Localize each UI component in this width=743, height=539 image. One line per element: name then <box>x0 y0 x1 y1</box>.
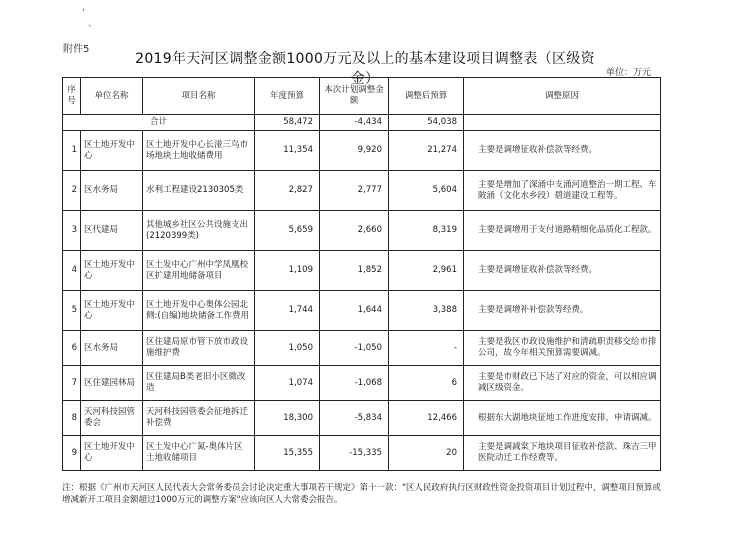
footnote: 注：根据《广州市天河区人民代表大会常务委员会讨论决定重大事项若干规定》第十一款："区人民政府执行区财政性资金投资项目计划过程中，调整项目预算或增减新开工项目金额超过1000万元的调整方案"应该向区人大常委会报告。 <box>62 483 661 505</box>
row-annual-budget: 5,659 <box>255 211 320 251</box>
total-annual-budget: 58,472 <box>255 115 320 131</box>
total-reason <box>464 115 661 131</box>
row-reason: 主要是增加了深涌中支涌河道整治一期工程、车陂涌（文化水乡段）碧道建设工程等。 <box>464 171 661 211</box>
row-no: 5 <box>63 291 81 331</box>
row-adjusted-budget: 21,274 <box>389 131 464 171</box>
row-adjust-amount: 1,644 <box>320 291 389 331</box>
row-adjusted-budget: 20 <box>389 436 464 471</box>
table-row <box>63 171 661 211</box>
budget-adjustment-table <box>62 77 661 471</box>
row-no: 4 <box>63 251 81 291</box>
row-project: 水利工程建设2130305类 <box>143 171 255 211</box>
row-annual-budget: 18,300 <box>255 401 320 436</box>
row-reason: 主要是调增用于支付道路精细化品质化工程款。 <box>464 211 661 251</box>
scan-mark: 、 <box>88 19 98 29</box>
attachment-label: 附件5 <box>63 44 90 55</box>
row-annual-budget: 15,355 <box>255 436 320 471</box>
row-adjust-amount: 2,777 <box>320 171 389 211</box>
row-annual-budget: 1,074 <box>255 366 320 401</box>
row-annual-budget: 1,744 <box>255 291 320 331</box>
row-unit: 区土地开发中心 <box>81 291 143 331</box>
row-project: 区土地开发中心奥体公园北侧:(自编)地块储备工作费用 <box>143 291 255 331</box>
row-adjusted-budget: 6 <box>389 366 464 401</box>
row-unit: 区代建局 <box>81 211 143 251</box>
row-adjust-amount: -1,068 <box>320 366 389 401</box>
table-row <box>63 291 661 331</box>
row-adjusted-budget: 8,319 <box>389 211 464 251</box>
total-row <box>63 115 661 131</box>
total-adjusted-budget: 54,038 <box>389 115 464 131</box>
header-adjust-amount: 本次计划调整金额 <box>320 78 389 115</box>
row-adjust-amount: 9,920 <box>320 131 389 171</box>
row-adjusted-budget: 2,961 <box>389 251 464 291</box>
row-project: 区住建局原市管下放市政设施维护费 <box>143 331 255 366</box>
row-project: 区土发中心广州中学凤凰校区扩建用地储备项目 <box>143 251 255 291</box>
table-row <box>63 251 661 291</box>
row-reason: 主要是我区市政设施维护和清疏职责移交给市排公司，故今年相关预算需要调减。 <box>464 331 661 366</box>
row-no: 1 <box>63 131 81 171</box>
table-row <box>63 131 661 171</box>
row-annual-budget: 1,050 <box>255 331 320 366</box>
table-row <box>63 331 661 366</box>
row-adjusted-budget: 12,466 <box>389 401 464 436</box>
header-adjusted-budget: 调整后预算 <box>389 78 464 115</box>
row-annual-budget: 1,109 <box>255 251 320 291</box>
row-no: 8 <box>63 401 81 436</box>
scan-mark: , <box>82 3 85 13</box>
row-adjust-amount: -5,834 <box>320 401 389 436</box>
row-no: 9 <box>63 436 81 471</box>
header-reason: 调整原因 <box>464 78 661 115</box>
total-adjust-amount: -4,434 <box>320 115 389 131</box>
table-row <box>63 211 661 251</box>
table-row <box>63 401 661 436</box>
row-adjusted-budget: 3,388 <box>389 291 464 331</box>
header-no: 序号 <box>63 78 81 115</box>
row-project: 区土发中心广氮-奥体片区土地收储项目 <box>143 436 255 471</box>
row-project: 区住建局B类老旧小区微改造 <box>143 366 255 401</box>
row-reason: 主要是调增补补偿款等经费。 <box>464 291 661 331</box>
row-reason: 主要是调增征收补偿款等经费。 <box>464 131 661 171</box>
header-unit: 单位名称 <box>81 78 143 115</box>
row-project: 其他城乡社区公共设施支出(2120399类) <box>143 211 255 251</box>
row-annual-budget: 11,354 <box>255 131 320 171</box>
row-reason: 主要是市财政已下达了对应的资金，可以相应调减区级资金。 <box>464 366 661 401</box>
row-annual-budget: 2,827 <box>255 171 320 211</box>
header-annual-budget: 年度预算 <box>255 78 320 115</box>
row-reason: 根据东大湖地块征地工作进度安排，申请调减。 <box>464 401 661 436</box>
row-no: 6 <box>63 331 81 366</box>
row-unit: 天河科技园管委会 <box>81 401 143 436</box>
row-reason: 主要是调增征收补偿款等经费。 <box>464 251 661 291</box>
row-adjusted-budget: - <box>389 331 464 366</box>
row-unit: 区住建园林局 <box>81 366 143 401</box>
header-project: 项目名称 <box>143 78 255 115</box>
row-adjust-amount: 2,660 <box>320 211 389 251</box>
row-unit: 区土地开发中心 <box>81 131 143 171</box>
row-project: 区土地开发中心长湴三鸟市场地块土地收储费用 <box>143 131 255 171</box>
table-row <box>63 436 661 471</box>
table-header-row <box>63 78 661 115</box>
row-unit: 区水务局 <box>81 171 143 211</box>
row-unit: 区土地开发中心 <box>81 436 143 471</box>
table-row <box>63 366 661 401</box>
page-title: 2019年天河区调整金额1000万元及以上的基本建设项目调整表（区级资金） <box>135 51 595 87</box>
row-reason: 主要是调减棠下地块项目征收补偿款、珠吉三甲医院动迁工作经费等。 <box>464 436 661 471</box>
row-no: 7 <box>63 366 81 401</box>
row-unit: 区水务局 <box>81 331 143 366</box>
row-unit: 区土地开发中心 <box>81 251 143 291</box>
row-adjust-amount: -1,050 <box>320 331 389 366</box>
total-label: 合计 <box>63 115 255 131</box>
row-project: 天河科技园管委会征地拆迁补偿费 <box>143 401 255 436</box>
row-no: 2 <box>63 171 81 211</box>
row-adjust-amount: 1,852 <box>320 251 389 291</box>
row-no: 3 <box>63 211 81 251</box>
row-adjust-amount: -15,335 <box>320 436 389 471</box>
unit-label: 单位：万元 <box>606 68 652 78</box>
row-adjusted-budget: 5,604 <box>389 171 464 211</box>
